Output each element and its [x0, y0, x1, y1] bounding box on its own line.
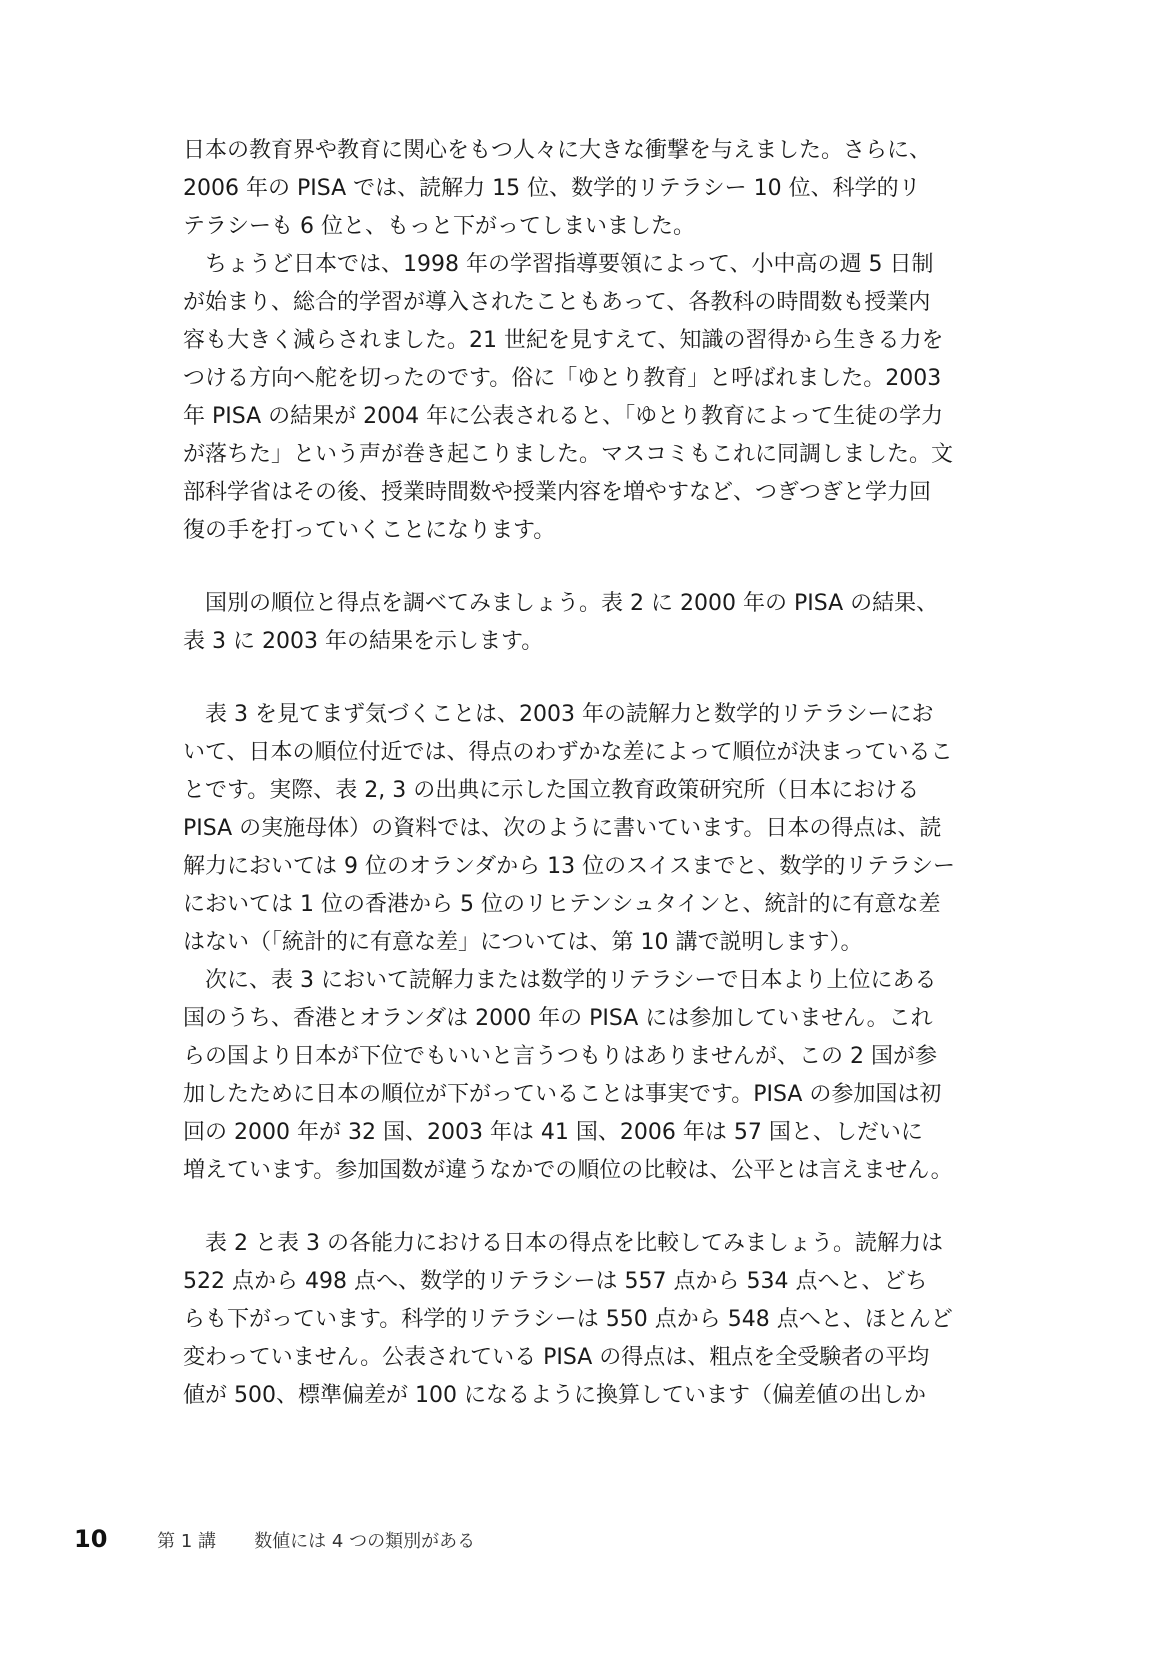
- text-line: 日本の教育界や教育に関心をもつ人々に大きな衝撃を与えました。さらに、: [183, 138, 932, 163]
- text-line: とです。実際、表 2, 3 の出典に示した国立教育政策研究所（日本における: [183, 778, 920, 803]
- text-line: はない（「統計的に有意な差」については、第 10 講で説明します）。: [183, 930, 863, 955]
- text-line: 値が 500、標準偏差が 100 になるように換算しています（偏差値の出しか: [183, 1383, 926, 1408]
- text-line: 復の手を打っていくことになります。: [183, 518, 556, 543]
- text-line: 2006 年の PISA では、読解力 15 位、数学的リテラシー 10 位、科学的リ: [183, 176, 921, 201]
- chapter-label: 第 1 講: [157, 1531, 216, 1552]
- text-line: 加したために日本の順位が下がっていることは事実です。PISA の参加国は初: [183, 1082, 942, 1107]
- text-line: 国のうち、香港とオランダは 2000 年の PISA には参加していません。これ: [183, 1006, 933, 1031]
- paragraph-gap: [183, 661, 973, 696]
- paragraph-4: [183, 696, 973, 962]
- text-line: ちょうど日本では、1998 年の学習指導要領によって、小中高の週 5 日制: [183, 252, 934, 277]
- text-line: 容も大きく減らされました。21 世紀を見すえて、知識の習得から生きる力を: [183, 328, 944, 353]
- text-line: PISA の実施母体）の資料では、次のように書いています。日本の得点は、読: [183, 816, 942, 841]
- page-number: 10: [74, 1525, 108, 1553]
- text-line: 増えています。参加国数が違うなかでの順位の比較は、公平とは言えません。: [183, 1158, 953, 1183]
- paragraph-6: [183, 1225, 973, 1415]
- paragraph-2: [183, 246, 973, 550]
- page-footer: [74, 1523, 475, 1555]
- text-line: 国別の順位と得点を調べてみましょう。表 2 に 2000 年の PISA の結果、: [183, 591, 939, 616]
- paragraph-3: [183, 585, 973, 661]
- text-line: らも下がっています。科学的リテラシーは 550 点から 548 点へと、ほとんど: [183, 1307, 953, 1332]
- text-line: 表 3 を見てまず気づくことは、2003 年の読解力と数学的リテラシーにお: [183, 702, 934, 727]
- text-line: が始まり、総合的学習が導入されたこともあって、各教科の時間数も授業内: [183, 290, 931, 315]
- text-line: においては 1 位の香港から 5 位のリヒテンシュタインと、統計的に有意な差: [183, 892, 941, 917]
- text-line: つける方向へ舵を切ったのです。俗に「ゆとり教育」と呼ばれました。2003: [183, 366, 942, 391]
- text-line: らの国より日本が下位でもいいと言うつもりはありませんが、この 2 国が参: [183, 1044, 937, 1069]
- chapter-title: 数値には 4 つの類別がある: [254, 1531, 476, 1552]
- text-line: 部科学省はその後、授業時間数や授業内容を増やすなど、つぎつぎと学力回: [183, 480, 932, 505]
- text-line: 変わっていません。公表されている PISA の得点は、粗点を全受験者の平均: [183, 1345, 930, 1370]
- text-line: 表 2 と表 3 の各能力における日本の得点を比較してみましょう。読解力は: [183, 1231, 943, 1256]
- text-line: 回の 2000 年が 32 国、2003 年は 41 国、2006 年は 57 国と、しだいに: [183, 1120, 923, 1145]
- body-text: [183, 132, 973, 1415]
- text-line: が落ちた」という声が巻き起こりました。マスコミもこれに同調しました。文: [183, 442, 954, 467]
- text-line: 次に、表 3 において読解力または数学的リテラシーで日本より上位にある: [183, 968, 937, 993]
- text-line: 年 PISA の結果が 2004 年に公表されると、「ゆとり教育によって生徒の学力: [183, 404, 944, 429]
- text-line: 解力においては 9 位のオランダから 13 位のスイスまでと、数学的リテラシー: [183, 854, 955, 879]
- paragraph-5: [183, 962, 973, 1190]
- paragraph-gap: [183, 1190, 973, 1225]
- text-line: テラシーも 6 位と、もっと下がってしまいました。: [183, 214, 695, 239]
- text-line: いて、日本の順位付近では、得点のわずかな差によって順位が決まっているこ: [183, 740, 953, 765]
- paragraph-gap: [183, 550, 973, 585]
- paragraph-1: [183, 132, 973, 246]
- text-line: 522 点から 498 点へ、数学的リテラシーは 557 点から 534 点へと、どち: [183, 1269, 928, 1294]
- text-line: 表 3 に 2003 年の結果を示します。: [183, 629, 544, 654]
